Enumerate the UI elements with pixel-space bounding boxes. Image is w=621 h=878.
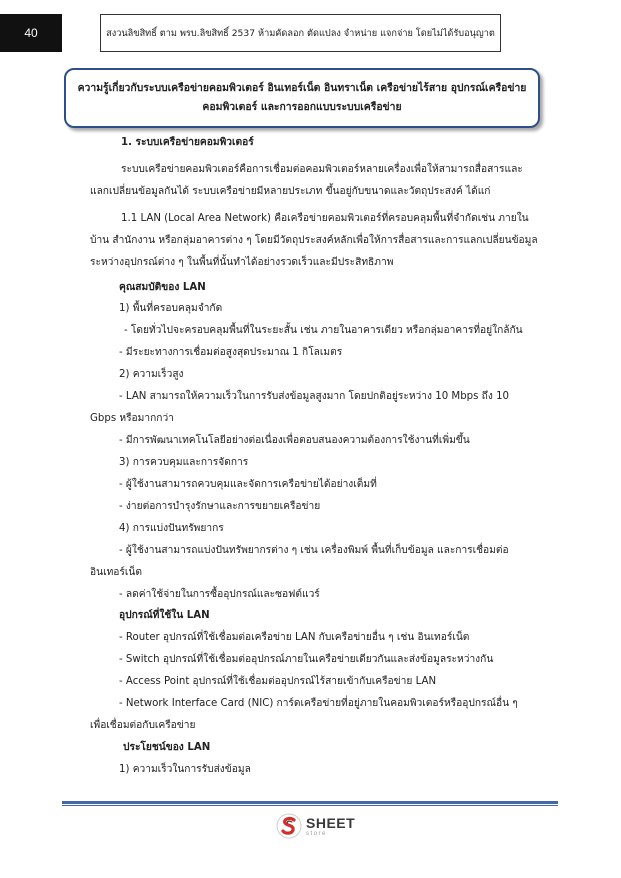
- subheading-lan-properties: คุณสมบัติของ LAN: [119, 282, 206, 293]
- list-item: 1) พื้นที่ครอบคลุมจำกัด: [119, 303, 223, 314]
- list-item: 4) การแบ่งปันทรัพยากร: [119, 523, 224, 534]
- subheading-lan-benefits: ประโยชน์ของ LAN: [123, 742, 211, 753]
- list-item: - โดยทั่วไปจะครอบคลุมพื้นที่ในระยะสั้น เช่น ภายในอาคารเดียว หรือกลุ่มอาคารที่อยู่ใกล้กัน: [124, 325, 523, 336]
- section-heading: 1. ระบบเครือข่ายคอมพิวเตอร์: [121, 137, 254, 148]
- list-item: - Network Interface Card (NIC) การ์ดเครือข่ายที่อยู่ภายในคอมพิวเตอร์หรืออุปกรณ์อื่น ๆ: [119, 698, 518, 709]
- list-item: อินเทอร์เน็ต: [90, 567, 142, 578]
- list-item: - ง่ายต่อการบำรุงรักษาและการขยายเครือข่าย: [119, 501, 321, 512]
- chapter-title-box: [64, 68, 540, 128]
- paragraph-line: ระบบเครือข่ายคอมพิวเตอร์คือการเชื่อมต่อคอมพิวเตอร์หลายเครื่องเพื่อให้สามารถสื่อสารและ: [121, 164, 523, 175]
- list-item: - Router อุปกรณ์ที่ใช้เชื่อมต่อเครือข่าย LAN กับเครือข่ายอื่น ๆ เช่น อินเทอร์เน็ต: [119, 632, 470, 643]
- paragraph-line: ระหว่างอุปกรณ์ต่าง ๆ ในพื้นที่นั้นทำได้อย่างรวดเร็วและมีประสิทธิภาพ: [90, 257, 394, 268]
- copyright-header: [100, 14, 501, 52]
- sheet-logo-icon: [276, 813, 302, 839]
- footer-divider-thin: [62, 805, 558, 806]
- chapter-title-line-1: ความรู้เกี่ยวกับระบบเครือข่ายคอมพิวเตอร์ อินเทอร์เน็ต อินทราเน็ต เครือข่ายไร้สาย อุปกรณ์เครือข่าย: [77, 82, 527, 94]
- copyright-text: สงวนลิขสิทธิ์ ตาม พรบ.ลิขสิทธิ์ 2537 ห้ามคัดลอก ตัดแปลง จำหน่าย แจกจ่าย โดยไม่ได้รับอนุญาต: [106, 27, 495, 39]
- list-item: - LAN สามารถให้ความเร็วในการรับส่งข้อมูลสูงมาก โดยปกติอยู่ระหว่าง 10 Mbps ถึง 10: [119, 391, 510, 402]
- sheet-store-logo: [276, 813, 355, 839]
- list-item: 2) ความเร็วสูง: [119, 369, 184, 380]
- paragraph-line: แลกเปลี่ยนข้อมูลกันได้ ระบบเครือข่ายมีหลายประเภท ขึ้นอยู่กับขนาดและวัตถุประสงค์ ได้แก่: [90, 186, 491, 197]
- list-item: - Switch อุปกรณ์ที่ใช้เชื่อมต่ออุปกรณ์ภายในเครือข่ายเดียวกันและส่งข้อมูลระหว่างกัน: [119, 654, 494, 665]
- subheading-lan-devices: อุปกรณ์ที่ใช้ใน LAN: [119, 610, 210, 621]
- logo-wordmark: SHEET: [306, 814, 356, 831]
- list-item: Gbps หรือมากกว่า: [90, 413, 174, 424]
- logo-subtext: store: [306, 830, 327, 837]
- list-item: 3) การควบคุมและการจัดการ: [119, 457, 249, 468]
- footer-divider: [62, 801, 558, 804]
- list-item: - ผู้ใช้งานสามารถแบ่งปันทรัพยากรต่าง ๆ เช่น เครื่องพิมพ์ พื้นที่เก็บข้อมูล และการเชื่อมต่อ: [119, 545, 509, 556]
- chapter-title-line-2: คอมพิวเตอร์ และการออกแบบระบบเครือข่าย: [202, 101, 402, 113]
- page-number: 40: [24, 26, 38, 40]
- list-item: - ลดค่าใช้จ่ายในการซื้ออุปกรณ์และซอฟต์แวร์: [119, 589, 320, 600]
- list-item: - Access Point อุปกรณ์ที่ใช้เชื่อมต่ออุปกรณ์ไร้สายเข้ากับเครือข่าย LAN: [119, 676, 437, 687]
- page-number-box: [0, 14, 62, 52]
- paragraph-line: 1.1 LAN (Local Area Network) คือเครือข่ายคอมพิวเตอร์ที่ครอบคลุมพื้นที่จำกัดเช่น ภายใน: [121, 213, 529, 224]
- list-item: 1) ความเร็วในการรับส่งข้อมูล: [119, 764, 251, 775]
- list-item: - ผู้ใช้งานสามารถควบคุมและจัดการเครือข่ายได้อย่างเต็มที่: [119, 479, 377, 490]
- list-item: - มีระยะทางการเชื่อมต่อสูงสุดประมาณ 1 กิโลเมตร: [119, 347, 343, 358]
- paragraph-line: บ้าน สำนักงาน หรือกลุ่มอาคารต่าง ๆ โดยมีวัตถุประสงค์หลักเพื่อให้การสื่อสารและการแลกเปลี่ยนข้อมูล: [90, 235, 538, 246]
- list-item: - มีการพัฒนาเทคโนโลยีอย่างต่อเนื่องเพื่อตอบสนองความต้องการใช้งานที่เพิ่มขึ้น: [119, 435, 470, 446]
- list-item: เพื่อเชื่อมต่อกับเครือข่าย: [90, 720, 196, 731]
